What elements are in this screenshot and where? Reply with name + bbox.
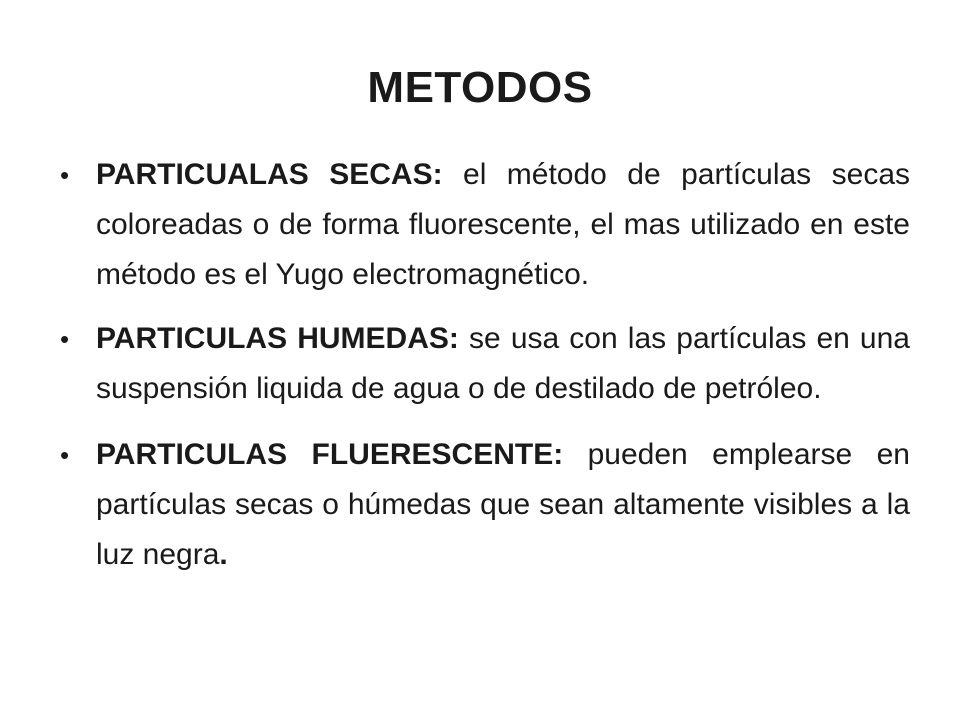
bullet-text: el método de partículas secas coloreadas o de forma fluorescente, el mas utilizado en este método es el Yugo electromagnético.: [96, 158, 910, 291]
bullet-term: PARTICULAS HUMEDAS:: [96, 322, 459, 355]
bullet-icon: •: [60, 440, 70, 470]
bullet-icon: •: [60, 160, 70, 190]
slide-title: METODOS: [367, 63, 593, 112]
bullet-term: PARTICUALAS SECAS:: [96, 158, 443, 191]
bullet-text: pueden emplearse en partículas secas o húmedas que sean altamente visibles a la luz negra: [96, 438, 910, 571]
bullet-text: se usa con las partículas en una suspensión liquida de agua o de destilado de petróleo.: [96, 322, 910, 405]
bullet-end-period: .: [219, 538, 228, 571]
bullet-item-fluorescent-particles: [60, 430, 910, 580]
bullet-icon: •: [60, 324, 70, 354]
bullet-list: [60, 150, 910, 594]
bullet-item-wet-particles: [60, 314, 910, 414]
bullet-item-dry-particles: [60, 150, 910, 300]
bullet-term: PARTICULAS FLUERESCENTE:: [96, 438, 564, 471]
